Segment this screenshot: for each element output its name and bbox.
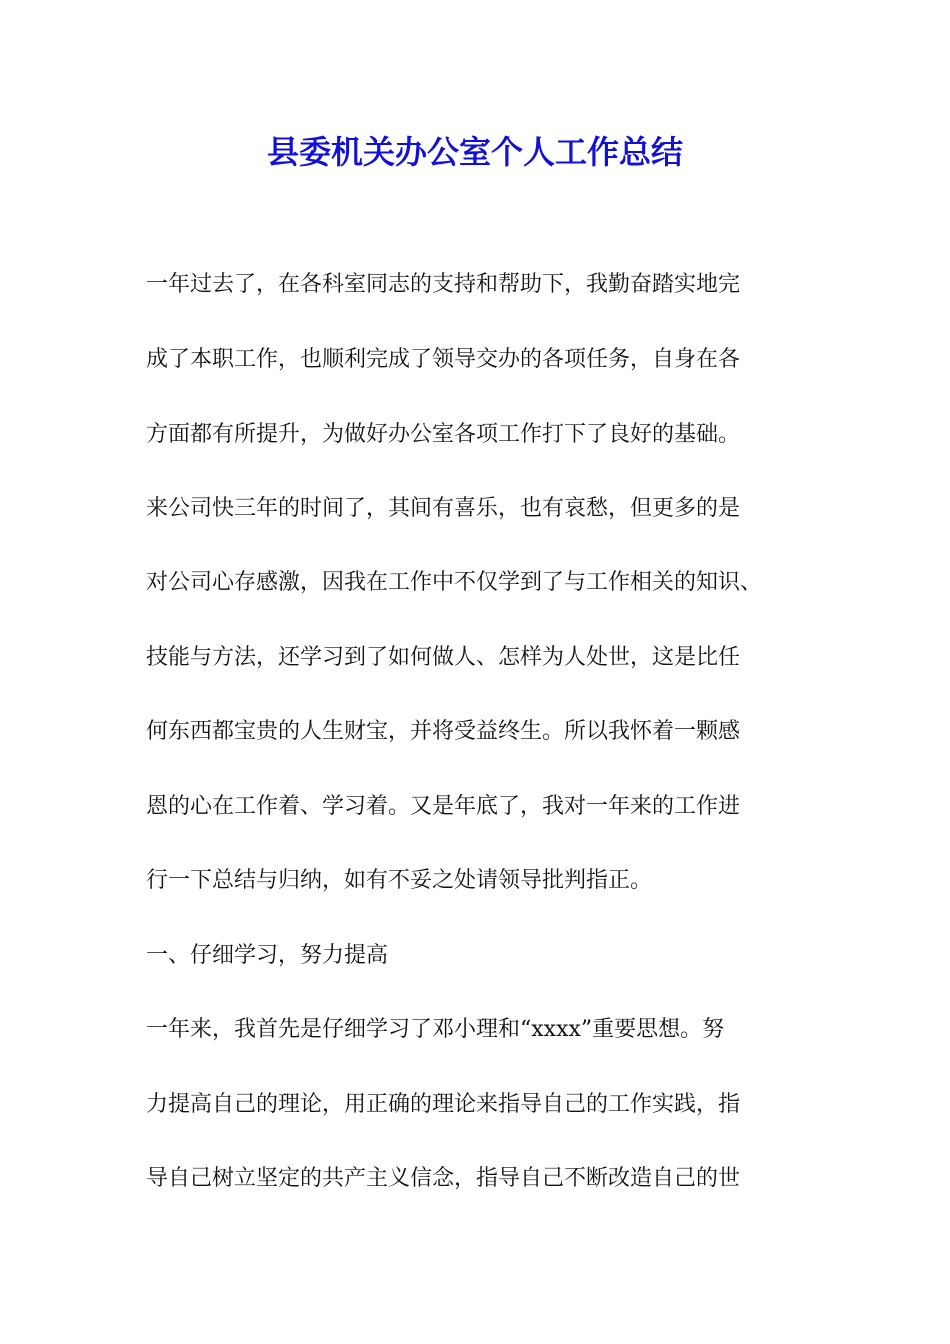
- paragraph-line: 导自己树立坚定的共产主义信念，指导自己不断改造自己的世: [146, 1166, 741, 1191]
- paragraph-line: 恩的心在工作着、学习着。又是年底了，我对一年来的工作进: [146, 794, 741, 819]
- section-heading: 一、仔细学习，努力提高: [146, 943, 389, 968]
- paragraph-line: 来公司快三年的时间了，其间有喜乐，也有哀愁，但更多的是: [146, 496, 741, 521]
- paragraph-line: 行一下总结与归纳，如有不妥之处请领导批判指正。: [146, 868, 653, 893]
- paragraph-line: 何东西都宝贵的人生财宝，并将受益终生。所以我怀着一颗感: [146, 719, 741, 744]
- paragraph-line: 力提高自己的理论，用正确的理论来指导自己的工作实践，指: [146, 1092, 741, 1117]
- document-title: 县委机关办公室个人工作总结: [266, 133, 683, 171]
- paragraph-line: 对公司心存感激，因我在工作中不仅学到了与工作相关的知识、: [146, 570, 763, 595]
- paragraph-line: 成了本职工作，也顺利完成了领导交办的各项任务，自身在各: [146, 347, 741, 372]
- paragraph-line: 方面都有所提升，为做好办公室各项工作打下了良好的基础。: [146, 422, 741, 447]
- paragraph-line: 技能与方法，还学习到了如何做人、怎样为人处世，这是比任: [146, 645, 741, 670]
- paragraph-line: 一年过去了，在各科室同志的支持和帮助下，我勤奋踏实地完: [146, 272, 741, 297]
- paragraph-line: 一年来，我首先是仔细学习了邓小理和“xxxx”重要思想。努: [146, 1017, 725, 1042]
